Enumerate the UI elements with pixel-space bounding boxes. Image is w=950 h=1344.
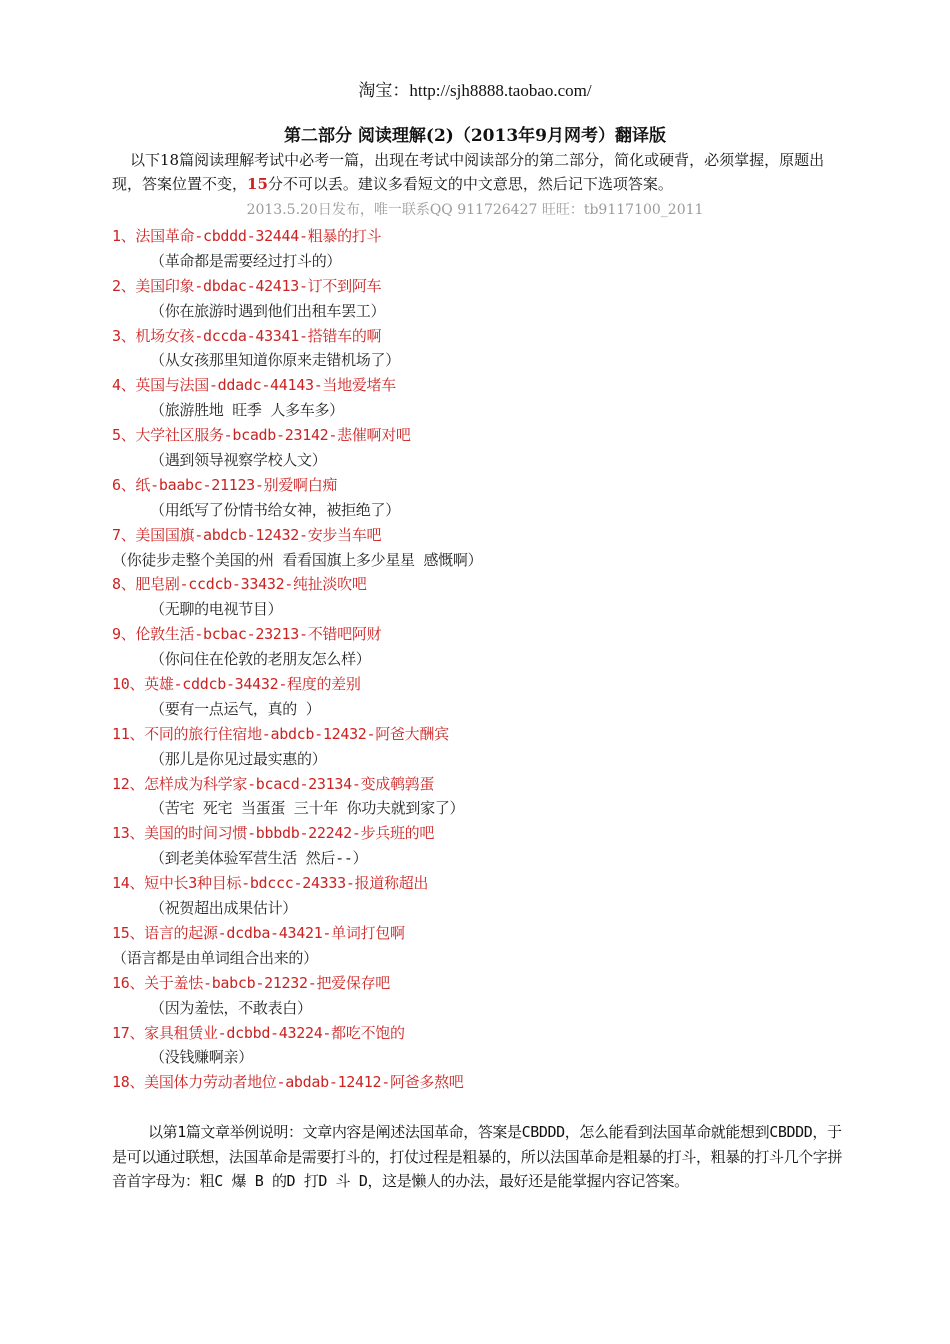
- reading-item-note: （无聊的电视节目）: [150, 600, 283, 619]
- explanation-paragraph: 以第1篇文章举例说明：文章内容是阐述法国革命，答案是CBDDD，怎么能看到法国革命就能想到CBDDD，于是可以通过联想，法国革命是需要打斗的，打仗过程是粗暴的，所以法国革命是粗暴的打斗，粗暴的打斗几个字拼音首字母为：粗C 爆 B 的D 打D 斗 D，这是懒人的办法，最好还是能掌握内容记答案。: [112, 1123, 843, 1190]
- reading-item-title: 3、机场女孩-dccda-43341-搭错车的啊: [112, 326, 382, 345]
- reading-item-title: 11、不同的旅行住宿地-abdcb-12432-阿爸大酬宾: [112, 724, 449, 743]
- reading-item-note: （你徒步走整个美国的州 看看国旗上多少星星 感慨啊）: [112, 550, 483, 569]
- reading-item-title: 17、家具租赁业-dcbbd-43224-都吃不饱的: [112, 1023, 405, 1042]
- reading-item-title: 2、美国印象-dbdac-42413-订不到阿车: [112, 276, 382, 295]
- reading-item-title: 16、关于羞怯-babcb-21232-把爱保存吧: [112, 973, 390, 992]
- reading-item-title: 8、肥皂剧-ccdcb-33432-纯扯淡吹吧: [112, 575, 367, 594]
- intro-after: 分不可以丢。建议多看短文的中文意思，然后记下选项答案。: [267, 175, 673, 193]
- reading-item-note: （要有一点运气，真的 ）: [150, 699, 321, 718]
- reading-item-title: 7、美国国旗-abdcb-12432-安步当车吧: [112, 525, 382, 544]
- reading-item-note: （用纸写了份情书给女神，被拒绝了）: [150, 500, 400, 519]
- reading-item-title: 13、美国的时间习惯-bbbdb-22242-步兵班的吧: [112, 824, 435, 843]
- reading-item-note: （革命都是需要经过打斗的）: [150, 251, 342, 270]
- reading-item-title: 14、短中长3种目标-bdccc-24333-报道称超出: [112, 874, 429, 893]
- reading-item-note: （因为羞怯，不敢表白）: [150, 998, 312, 1017]
- reading-item-note: （没钱赚啊亲）: [150, 1048, 253, 1067]
- reading-item-note: （苦宅 死宅 当蛋蛋 三十年 你功夫就到家了）: [150, 799, 465, 818]
- reading-item-note: （那儿是你见过最实惠的）: [150, 749, 327, 768]
- reading-item-title: 5、大学社区服务-bcadb-23142-悲催啊对吧: [112, 426, 411, 445]
- reading-item-note: （祝贺超出成果估计）: [150, 899, 298, 918]
- intro-highlight: 15: [247, 175, 268, 193]
- taobao-header: 淘宝：http://sjh8888.taobao.com/: [358, 81, 592, 100]
- reading-item-title: 10、英雄-cddcb-34432-程度的差别: [112, 675, 361, 694]
- reading-list: [112, 224, 852, 1095]
- page-title: 第二部分 阅读理解(2)（2013年9月网考）翻译版: [284, 126, 666, 146]
- reading-item-title: 9、伦敦生活-bcbac-23213-不错吧阿财: [112, 625, 382, 644]
- reading-item-note: （遇到领导视察学校人文）: [150, 451, 327, 470]
- reading-item-note: （语言都是由单词组合出来的）: [112, 948, 318, 967]
- intro-paragraph: [112, 148, 842, 196]
- reading-item-note: （你在旅游时遇到他们出租车罢工）: [150, 301, 386, 320]
- reading-item-note: （从女孩那里知道你原来走错机场了）: [150, 351, 400, 370]
- reading-item-title: 18、美国体力劳动者地位-abdab-12412-阿爸多熬吧: [112, 1073, 464, 1092]
- reading-item-note: （旅游胜地 旺季 人多车多）: [150, 401, 344, 420]
- reading-item-title: 1、法国革命-cbddd-32444-粗暴的打斗: [112, 227, 382, 245]
- release-note: 2013.5.20日发布，唯一联系QQ 911726427 旺旺：tb9117100_2011: [246, 202, 704, 218]
- reading-item-note: （到老美体验军营生活 然后--）: [150, 849, 368, 868]
- reading-item-title: 12、怎样成为科学家-bcacd-23134-变成鹌鹑蛋: [112, 774, 435, 793]
- reading-item-title: 15、语言的起源-dcdba-43421-单词打包啊: [112, 923, 405, 942]
- reading-item-note: （你问住在伦敦的老朋友怎么样）: [150, 650, 371, 669]
- reading-item-title: 6、纸-baabc-21123-别爱啊白痴: [112, 475, 338, 494]
- reading-item-title: 4、英国与法国-ddadc-44143-当地爱堵车: [112, 376, 396, 395]
- intro-before: 以下18篇阅读理解考试中必考一篇，出现在考试中阅读部分的第二部分，简化或硬背，必须掌握，原题出现，答案位置不变，: [112, 151, 825, 193]
